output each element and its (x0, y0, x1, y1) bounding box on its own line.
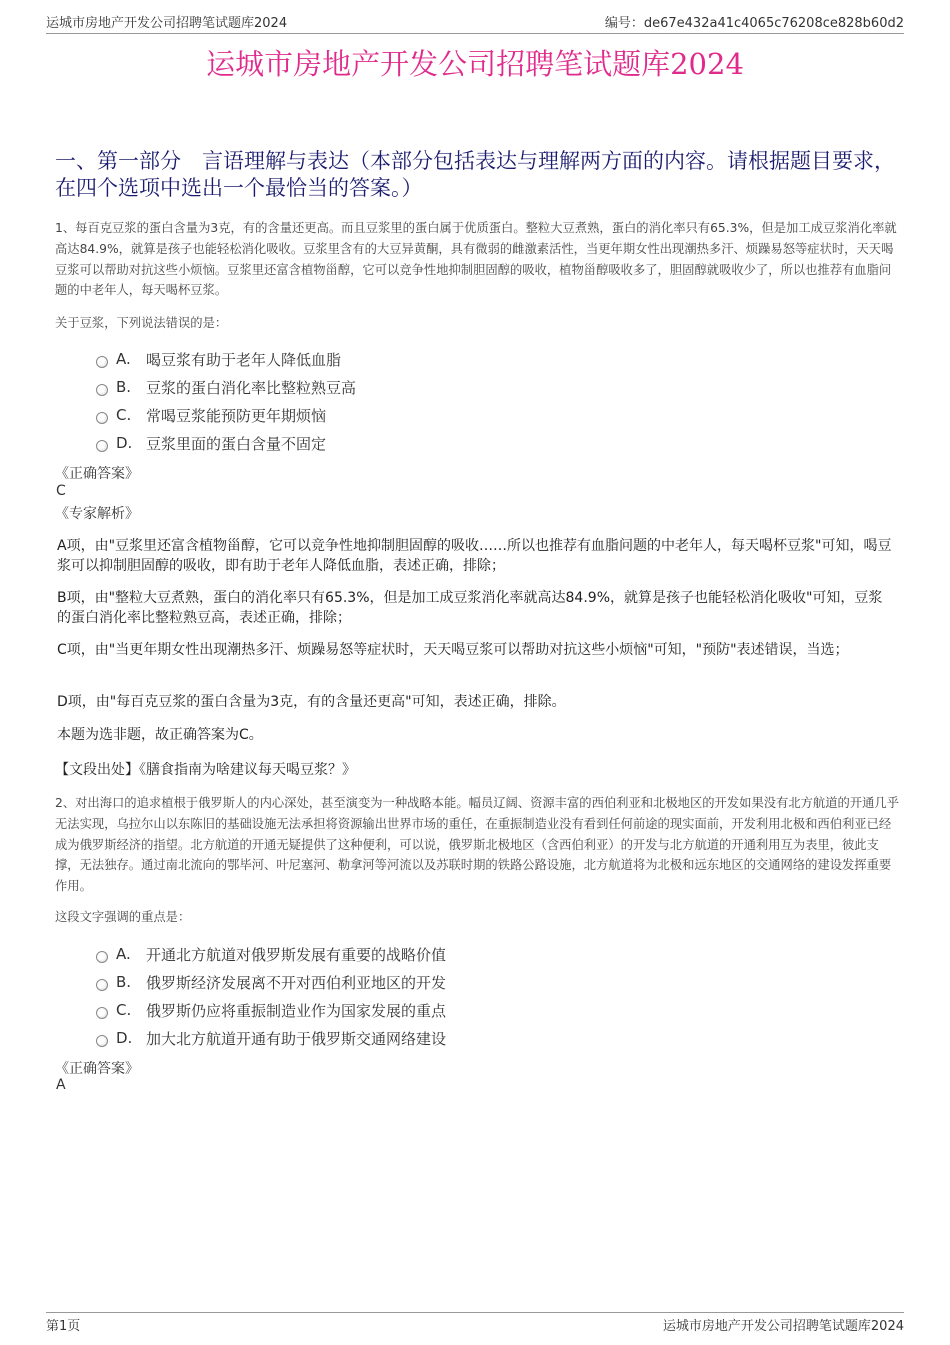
page-footer (46, 1312, 904, 1334)
footer-doc-title: 运城市房地产开发公司招聘笔试题库2024 (662, 1319, 904, 1334)
option-text: 豆浆里面的蛋白含量不固定 (146, 434, 327, 453)
q1-analysis-label: 《专家解析》 (55, 506, 139, 522)
option-text: 常喝豆浆能预防更年期烦恼 (146, 406, 327, 425)
page-header (46, 16, 904, 34)
radio-icon[interactable] (96, 1007, 108, 1019)
q2-options (96, 940, 446, 1052)
option-text: 俄罗斯经济发展离不开对西伯利亚地区的开发 (146, 973, 447, 992)
radio-icon[interactable] (96, 412, 108, 424)
radio-icon[interactable] (96, 1035, 108, 1047)
radio-icon[interactable] (96, 951, 108, 963)
radio-icon[interactable] (96, 440, 108, 452)
q2-answer-label: 《正确答案》 (55, 1061, 139, 1077)
q1-option-b[interactable] (96, 373, 356, 401)
q1-analysis-d: D项，由"每百克豆浆的蛋白含量为3克，有的含量还更高"可知，表述正确，排除。 (57, 694, 566, 710)
q2-option-d[interactable] (96, 1024, 446, 1052)
q2-prompt: 这段文字强调的重点是： (55, 910, 191, 924)
q2-option-b[interactable] (96, 968, 446, 996)
q1-answer: C (56, 483, 66, 499)
q1-source: 【文段出处】《膳食指南为啥建议每天喝豆浆？》 (55, 762, 356, 778)
header-doc-id: 编号：de67e432a41c4065c76208ce828b60d2 (604, 16, 904, 31)
q1-prompt: 关于豆浆，下列说法错误的是： (55, 316, 228, 330)
radio-icon[interactable] (96, 384, 108, 396)
header-doc-title: 运城市房地产开发公司招聘笔试题库2024 (46, 16, 288, 31)
page-number: 第1页 (46, 1319, 81, 1334)
q1-option-d[interactable] (96, 429, 356, 457)
q1-option-a[interactable] (96, 345, 356, 373)
q1-analysis-a: A项，由"豆浆里还富含植物甾醇，它可以竞争性地抑制胆固醇的吸收……所以也推荐有血脂问题的中老年人，每天喝杯豆浆"可知，喝豆浆可以抑制胆固醇的吸收，即有助于老年人降低血脂，表述正确，排除； (57, 538, 892, 574)
option-letter: B. (116, 378, 132, 396)
option-text: 加大北方航道开通有助于俄罗斯交通网络建设 (146, 1029, 447, 1048)
q1-options (96, 345, 356, 457)
q1-passage: 1、每百克豆浆的蛋白含量为3克，有的含量还更高。而且豆浆里的蛋白属于优质蛋白。整粒大豆煮熟，蛋白的消化率只有65.3%，但是加工成豆浆消化率就高达84.9%，就算是孩子也能轻松消化吸收。豆浆里含有的大豆异黄酮，具有微弱的雌激素活性，当更年期女性出现潮热多汗、烦躁易怒等症状时，天天喝豆浆可以帮助对抗这些小烦恼。豆浆里还富含植物甾醇，它可以竞争性地抑制胆固醇的吸收，植物甾醇吸收多了，胆固醇就吸收少了，所以也推荐有血脂问题的中老年人，每天喝杯豆浆。 (55, 221, 897, 298)
q2-option-a[interactable] (96, 940, 446, 968)
option-letter: C. (116, 1001, 132, 1019)
option-text: 喝豆浆有助于老年人降低血脂 (146, 350, 342, 369)
q1-option-c[interactable] (96, 401, 356, 429)
option-text: 开通北方航道对俄罗斯发展有重要的战略价值 (146, 945, 447, 964)
document-title: 运城市房地产开发公司招聘笔试题库2024 (206, 47, 744, 81)
option-letter: D. (116, 434, 133, 452)
q1-analysis-b: B项，由"整粒大豆煮熟，蛋白的消化率只有65.3%，但是加工成豆浆消化率就高达84.9%，就算是孩子也能轻松消化吸收"可知，豆浆的蛋白消化率比整粒熟豆高，表述正确，排除； (57, 590, 883, 626)
q1-conclusion: 本题为选非题，故正确答案为C。 (57, 727, 263, 743)
option-letter: A. (116, 350, 131, 368)
q2-option-c[interactable] (96, 996, 446, 1024)
q1-analysis-c: C项，由"当更年期女性出现潮热多汗、烦躁易怒等症状时，天天喝豆浆可以帮助对抗这些小烦恼"可知，"预防"表述错误，当选； (57, 642, 849, 658)
option-letter: B. (116, 973, 132, 991)
radio-icon[interactable] (96, 356, 108, 368)
option-text: 俄罗斯仍应将重振制造业作为国家发展的重点 (146, 1001, 447, 1020)
q1-answer-label: 《正确答案》 (55, 466, 139, 482)
option-letter: D. (116, 1029, 133, 1047)
q2-passage: 2、对出海口的追求植根于俄罗斯人的内心深处，甚至演变为一种战略本能。幅员辽阔、资源丰富的西伯利亚和北极地区的开发如果没有北方航道的开通几乎无法实现，乌拉尔山以东陈旧的基础设施无法承担将资源输出世界市场的重任，在重振制造业没有看到任何前途的现实面前，开发利用北极和西伯利亚已经成为俄罗斯经济的指望。北方航道的开通无疑提供了这种便利，可以说，俄罗斯北极地区（含西伯利亚）的开发与北方航道的开通利用互为表里，彼此支撑，无法独存。通过南北流向的鄂毕河、叶尼塞河、勒拿河等河流以及苏联时期的铁路公路设施，北方航道将为北极和远东地区的交通网络的建设发挥重要作用。 (55, 796, 900, 894)
q2-answer: A (56, 1077, 66, 1093)
option-letter: C. (116, 406, 132, 424)
option-letter: A. (116, 945, 131, 963)
option-text: 豆浆的蛋白消化率比整粒熟豆高 (146, 378, 357, 397)
radio-icon[interactable] (96, 979, 108, 991)
section-heading: 一、第一部分 言语理解与表达（本部分包括表达与理解两方面的内容。请根据题目要求，在四个选项中选出一个最恰当的答案。） (55, 149, 895, 200)
